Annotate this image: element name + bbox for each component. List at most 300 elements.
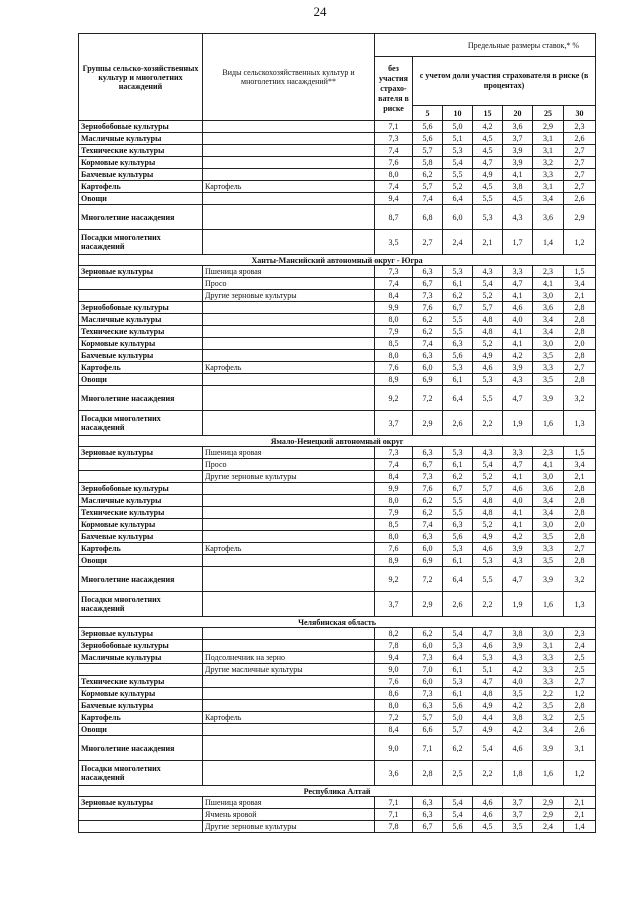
crop-group-cell: Зерновые культуры [79, 447, 203, 459]
table-row [79, 712, 596, 724]
rate-value-cell: 2,4 [533, 821, 564, 833]
rate-value-cell: 2,8 [564, 483, 596, 495]
rate-value-cell: 7,6 [375, 543, 413, 555]
rate-value-cell: 3,5 [533, 555, 564, 567]
rate-value-cell: 6,4 [443, 386, 473, 411]
rate-value-cell: 3,6 [375, 761, 413, 786]
rate-value-cell: 3,8 [503, 628, 533, 640]
rate-value-cell: 7,3 [375, 266, 413, 278]
rate-value-cell: 2,8 [564, 507, 596, 519]
table-row [79, 652, 596, 664]
crop-group-cell: Посадки многолетних насаждений [79, 230, 203, 255]
table-body [79, 121, 596, 833]
rate-value-cell: 2,8 [564, 495, 596, 507]
rate-value-cell: 2,9 [413, 411, 443, 436]
crop-kind-cell [203, 386, 375, 411]
rate-value-cell: 6,2 [413, 628, 443, 640]
rate-value-cell: 6,3 [413, 797, 443, 809]
table-row [79, 567, 596, 592]
header-pct: 20 [503, 106, 533, 121]
crop-kind-cell [203, 411, 375, 436]
rate-value-cell: 2,6 [443, 411, 473, 436]
crop-kind-cell [203, 507, 375, 519]
crop-group-cell: Технические культуры [79, 145, 203, 157]
rate-value-cell: 3,5 [533, 374, 564, 386]
rate-value-cell: 5,4 [473, 459, 503, 471]
rate-value-cell: 3,0 [533, 290, 564, 302]
region-title: Ханты-Мансийский автономный округ - Югра [79, 255, 596, 266]
rate-value-cell: 2,8 [564, 350, 596, 362]
rate-value-cell: 3,6 [503, 121, 533, 133]
rate-value-cell: 4,6 [503, 302, 533, 314]
crop-kind-cell [203, 374, 375, 386]
rate-value-cell: 3,4 [533, 326, 564, 338]
rate-value-cell: 7,4 [413, 193, 443, 205]
crop-group-cell: Зернобобовые культуры [79, 483, 203, 495]
table-row [79, 797, 596, 809]
rate-value-cell: 1,4 [564, 821, 596, 833]
rate-value-cell: 2,2 [473, 592, 503, 617]
rate-value-cell: 6,9 [413, 555, 443, 567]
rate-value-cell: 9,0 [375, 664, 413, 676]
table-row [79, 278, 596, 290]
header-with-participation: с учетом доли участия страхователя в риске (в процентах) [413, 57, 596, 106]
table-row [79, 628, 596, 640]
rate-value-cell: 6,9 [413, 374, 443, 386]
crop-group-cell: Масличные культуры [79, 495, 203, 507]
rate-value-cell: 2,0 [564, 338, 596, 350]
rate-value-cell: 6,4 [443, 652, 473, 664]
rate-value-cell: 2,9 [564, 205, 596, 230]
rate-value-cell: 4,8 [473, 326, 503, 338]
rate-value-cell: 2,1 [473, 230, 503, 255]
rate-value-cell: 5,5 [473, 567, 503, 592]
crop-kind-cell [203, 567, 375, 592]
table-row [79, 350, 596, 362]
rate-value-cell: 2,8 [564, 326, 596, 338]
rate-value-cell: 6,0 [413, 640, 443, 652]
crop-kind-cell: Подсолнечник на зерно [203, 652, 375, 664]
rate-value-cell: 4,2 [503, 531, 533, 543]
rate-value-cell: 4,7 [503, 386, 533, 411]
rate-value-cell: 4,2 [473, 121, 503, 133]
rate-value-cell: 8,0 [375, 169, 413, 181]
rate-value-cell: 2,9 [413, 592, 443, 617]
rate-value-cell: 2,5 [564, 664, 596, 676]
rate-value-cell: 4,8 [473, 495, 503, 507]
crop-group-cell: Зерновые культуры [79, 797, 203, 809]
crop-kind-cell: Другие масличные культуры [203, 664, 375, 676]
rate-value-cell: 2,8 [564, 302, 596, 314]
rate-value-cell: 6,7 [443, 302, 473, 314]
rate-value-cell: 5,3 [473, 205, 503, 230]
crop-kind-cell: Картофель [203, 362, 375, 374]
table-row [79, 290, 596, 302]
rate-value-cell: 2,7 [564, 676, 596, 688]
rate-value-cell: 2,7 [564, 543, 596, 555]
crop-group-cell: Картофель [79, 362, 203, 374]
rate-value-cell: 4,1 [503, 326, 533, 338]
rate-value-cell: 7,8 [375, 640, 413, 652]
rate-value-cell: 6,3 [413, 700, 443, 712]
crop-group-cell: Овощи [79, 724, 203, 736]
rate-value-cell: 6,1 [443, 278, 473, 290]
crop-kind-cell [203, 350, 375, 362]
rate-value-cell: 7,6 [413, 483, 443, 495]
rate-value-cell: 4,0 [503, 495, 533, 507]
crop-group-cell: Бахчевые культуры [79, 531, 203, 543]
table-row [79, 592, 596, 617]
crop-kind-cell [203, 133, 375, 145]
rate-value-cell: 7,3 [413, 471, 443, 483]
rate-value-cell: 5,2 [473, 338, 503, 350]
rate-value-cell: 5,2 [473, 471, 503, 483]
rate-value-cell: 3,9 [503, 145, 533, 157]
rate-value-cell: 5,0 [443, 712, 473, 724]
crop-group-cell [79, 471, 203, 483]
crop-kind-cell: Пшеница яровая [203, 447, 375, 459]
rate-value-cell: 3,2 [564, 386, 596, 411]
rate-value-cell: 6,2 [413, 326, 443, 338]
rate-value-cell: 8,2 [375, 628, 413, 640]
rate-value-cell: 3,1 [564, 736, 596, 761]
rate-value-cell: 2,4 [564, 640, 596, 652]
table-row [79, 543, 596, 555]
rate-value-cell: 6,2 [443, 736, 473, 761]
header-pct: 30 [564, 106, 596, 121]
rate-value-cell: 4,7 [473, 628, 503, 640]
rate-value-cell: 3,8 [503, 181, 533, 193]
rate-value-cell: 3,3 [503, 447, 533, 459]
rate-value-cell: 4,1 [533, 459, 564, 471]
crop-kind-cell: Ячмень яровой [203, 809, 375, 821]
rate-value-cell: 3,3 [533, 362, 564, 374]
header-pct: 25 [533, 106, 564, 121]
rate-value-cell: 2,1 [564, 471, 596, 483]
table-row [79, 157, 596, 169]
table-row [79, 374, 596, 386]
rate-value-cell: 5,1 [473, 664, 503, 676]
crop-kind-cell: Пшеница яровая [203, 797, 375, 809]
rate-value-cell: 7,1 [375, 809, 413, 821]
rate-value-cell: 6,3 [413, 531, 443, 543]
rate-value-cell: 5,5 [473, 386, 503, 411]
table-row [79, 676, 596, 688]
rate-value-cell: 3,1 [533, 640, 564, 652]
rate-value-cell: 4,5 [473, 133, 503, 145]
rate-value-cell: 7,1 [413, 736, 443, 761]
rate-value-cell: 2,9 [533, 797, 564, 809]
table-row [79, 181, 596, 193]
rate-value-cell: 8,4 [375, 724, 413, 736]
rate-value-cell: 7,4 [413, 519, 443, 531]
rate-value-cell: 4,3 [503, 652, 533, 664]
crop-kind-cell [203, 676, 375, 688]
crop-group-cell: Технические культуры [79, 507, 203, 519]
rate-value-cell: 5,3 [473, 555, 503, 567]
rate-value-cell: 7,6 [375, 362, 413, 374]
rate-value-cell: 3,1 [533, 145, 564, 157]
rate-value-cell: 8,4 [375, 471, 413, 483]
table-row [79, 326, 596, 338]
rate-value-cell: 3,4 [533, 193, 564, 205]
rate-value-cell: 8,0 [375, 495, 413, 507]
table-row [79, 724, 596, 736]
rate-value-cell: 7,6 [375, 676, 413, 688]
rate-value-cell: 5,7 [473, 483, 503, 495]
rate-value-cell: 3,9 [503, 543, 533, 555]
page-number: 24 [313, 4, 327, 19]
crop-group-cell: Посадки многолетних насаждений [79, 761, 203, 786]
rate-value-cell: 3,4 [533, 724, 564, 736]
rate-value-cell: 6,2 [413, 169, 443, 181]
rate-value-cell: 4,1 [503, 169, 533, 181]
rate-value-cell: 2,7 [413, 230, 443, 255]
rate-value-cell: 5,4 [473, 278, 503, 290]
table-row [79, 266, 596, 278]
crop-kind-cell: Другие зерновые культуры [203, 290, 375, 302]
rate-value-cell: 7,9 [375, 507, 413, 519]
rate-value-cell: 5,5 [443, 169, 473, 181]
region-title: Республика Алтай [79, 786, 596, 797]
rate-value-cell: 1,5 [564, 447, 596, 459]
rate-value-cell: 1,2 [564, 761, 596, 786]
crop-group-cell: Технические культуры [79, 676, 203, 688]
crop-kind-cell [203, 338, 375, 350]
rate-value-cell: 6,7 [413, 459, 443, 471]
rate-value-cell: 5,7 [413, 712, 443, 724]
rate-value-cell: 6,1 [443, 664, 473, 676]
rate-value-cell: 4,2 [503, 664, 533, 676]
rate-value-cell: 8,0 [375, 350, 413, 362]
rate-value-cell: 6,2 [413, 495, 443, 507]
rate-value-cell: 5,6 [413, 121, 443, 133]
rate-value-cell: 3,5 [533, 700, 564, 712]
rate-value-cell: 4,0 [503, 314, 533, 326]
rate-value-cell: 5,3 [443, 266, 473, 278]
crop-group-cell: Бахчевые культуры [79, 169, 203, 181]
rate-value-cell: 7,4 [375, 278, 413, 290]
rate-value-cell: 4,1 [503, 290, 533, 302]
crop-group-cell [79, 278, 203, 290]
rate-value-cell: 3,3 [533, 169, 564, 181]
rate-value-cell: 5,6 [443, 821, 473, 833]
rate-value-cell: 4,9 [473, 169, 503, 181]
rate-value-cell: 3,5 [375, 230, 413, 255]
rate-value-cell: 4,5 [473, 145, 503, 157]
crop-kind-cell [203, 761, 375, 786]
rate-value-cell: 7,4 [375, 145, 413, 157]
rate-value-cell: 4,9 [473, 724, 503, 736]
table-row [79, 688, 596, 700]
rate-value-cell: 2,1 [564, 809, 596, 821]
table-row [79, 230, 596, 255]
rate-value-cell: 5,7 [413, 145, 443, 157]
table-row [79, 700, 596, 712]
crop-group-cell: Зерновые культуры [79, 628, 203, 640]
rate-value-cell: 1,6 [533, 592, 564, 617]
rate-value-cell: 3,9 [503, 157, 533, 169]
rate-value-cell: 8,0 [375, 314, 413, 326]
table-row [79, 640, 596, 652]
rate-value-cell: 2,2 [533, 688, 564, 700]
rate-value-cell: 5,7 [443, 724, 473, 736]
rate-value-cell: 4,9 [473, 531, 503, 543]
rate-value-cell: 3,9 [503, 362, 533, 374]
crop-group-cell: Многолетние насаждения [79, 567, 203, 592]
rate-value-cell: 7,3 [413, 652, 443, 664]
crop-group-cell: Овощи [79, 555, 203, 567]
crop-group-cell: Зерновые культуры [79, 266, 203, 278]
crop-group-cell [79, 821, 203, 833]
table-row [79, 314, 596, 326]
crop-group-cell: Картофель [79, 543, 203, 555]
rate-value-cell: 8,0 [375, 700, 413, 712]
rate-value-cell: 2,3 [533, 266, 564, 278]
rate-value-cell: 9,4 [375, 193, 413, 205]
header-pct: 15 [473, 106, 503, 121]
crop-group-cell: Зернобобовые культуры [79, 121, 203, 133]
rate-value-cell: 3,7 [503, 797, 533, 809]
rate-value-cell: 6,1 [443, 555, 473, 567]
table-row [79, 145, 596, 157]
table-row [79, 519, 596, 531]
table-row [79, 121, 596, 133]
rate-value-cell: 8,5 [375, 338, 413, 350]
rate-value-cell: 4,1 [503, 338, 533, 350]
rate-value-cell: 1,9 [503, 592, 533, 617]
crop-kind-cell [203, 157, 375, 169]
crop-kind-cell [203, 495, 375, 507]
rate-value-cell: 2,5 [564, 652, 596, 664]
rate-value-cell: 5,3 [443, 145, 473, 157]
table-row [79, 761, 596, 786]
rate-value-cell: 4,2 [503, 724, 533, 736]
crop-group-cell: Кормовые культуры [79, 688, 203, 700]
rate-value-cell: 5,5 [443, 507, 473, 519]
rate-value-cell: 7,4 [375, 459, 413, 471]
rate-value-cell: 2,6 [564, 724, 596, 736]
rate-value-cell: 5,3 [473, 374, 503, 386]
table-header [79, 34, 596, 121]
crop-kind-cell: Другие зерновые культуры [203, 471, 375, 483]
crop-kind-cell [203, 531, 375, 543]
rate-value-cell: 5,6 [443, 700, 473, 712]
crop-group-cell: Бахчевые культуры [79, 700, 203, 712]
rate-value-cell: 3,9 [533, 736, 564, 761]
rate-value-cell: 1,6 [533, 411, 564, 436]
crop-group-cell: Овощи [79, 374, 203, 386]
rate-value-cell: 2,3 [533, 447, 564, 459]
rate-value-cell: 4,6 [473, 809, 503, 821]
rate-value-cell: 5,3 [443, 676, 473, 688]
rate-value-cell: 6,0 [443, 205, 473, 230]
rate-value-cell: 6,3 [413, 447, 443, 459]
rate-value-cell: 9,4 [375, 652, 413, 664]
rate-value-cell: 4,9 [473, 700, 503, 712]
crop-group-cell: Кормовые культуры [79, 519, 203, 531]
rate-value-cell: 2,8 [564, 374, 596, 386]
rate-value-cell: 5,4 [443, 628, 473, 640]
rate-value-cell: 7,8 [375, 821, 413, 833]
rate-value-cell: 2,7 [564, 362, 596, 374]
rate-value-cell: 1,2 [564, 688, 596, 700]
rate-value-cell: 4,3 [473, 266, 503, 278]
rate-value-cell: 5,2 [473, 519, 503, 531]
rate-value-cell: 2,9 [533, 809, 564, 821]
rate-value-cell: 2,5 [564, 712, 596, 724]
rate-value-cell: 9,0 [375, 736, 413, 761]
rate-value-cell: 5,2 [473, 290, 503, 302]
rate-value-cell: 4,3 [503, 205, 533, 230]
rate-value-cell: 7,3 [413, 290, 443, 302]
rate-value-cell: 7,4 [375, 181, 413, 193]
rate-value-cell: 4,3 [473, 447, 503, 459]
table-row [79, 193, 596, 205]
rate-value-cell: 5,5 [443, 314, 473, 326]
rate-value-cell: 5,4 [443, 157, 473, 169]
rate-value-cell: 3,4 [564, 278, 596, 290]
rate-value-cell: 7,0 [413, 664, 443, 676]
rate-value-cell: 4,8 [473, 507, 503, 519]
crop-group-cell: Технические культуры [79, 326, 203, 338]
rate-value-cell: 6,2 [413, 314, 443, 326]
rate-value-cell: 6,3 [443, 338, 473, 350]
rate-value-cell: 3,4 [533, 314, 564, 326]
rate-value-cell: 6,3 [413, 350, 443, 362]
rate-value-cell: 4,1 [533, 278, 564, 290]
rate-value-cell: 6,8 [413, 205, 443, 230]
header-kind-column: Виды сельскохозяйственных культур и многолетних насаждений** [203, 34, 375, 121]
rate-value-cell: 3,2 [533, 712, 564, 724]
rate-value-cell: 3,6 [533, 483, 564, 495]
rate-value-cell: 4,4 [473, 712, 503, 724]
crop-kind-cell [203, 483, 375, 495]
rate-value-cell: 3,0 [533, 519, 564, 531]
crop-kind-cell [203, 121, 375, 133]
crop-group-cell: Кормовые культуры [79, 157, 203, 169]
crop-kind-cell [203, 302, 375, 314]
rate-value-cell: 3,9 [503, 640, 533, 652]
rate-value-cell: 5,6 [443, 350, 473, 362]
rate-value-cell: 6,7 [413, 821, 443, 833]
rate-value-cell: 9,2 [375, 567, 413, 592]
crop-group-cell: Овощи [79, 193, 203, 205]
rate-value-cell: 3,7 [503, 133, 533, 145]
rate-value-cell: 4,5 [473, 181, 503, 193]
rate-value-cell: 3,2 [564, 567, 596, 592]
crop-kind-cell: Картофель [203, 712, 375, 724]
rate-value-cell: 6,6 [413, 724, 443, 736]
rate-value-cell: 4,8 [473, 314, 503, 326]
rate-value-cell: 4,0 [503, 676, 533, 688]
crop-kind-cell [203, 169, 375, 181]
rate-value-cell: 7,1 [375, 797, 413, 809]
rate-value-cell: 6,7 [413, 278, 443, 290]
rate-value-cell: 2,3 [564, 628, 596, 640]
rate-value-cell: 1,3 [564, 411, 596, 436]
rate-value-cell: 2,8 [564, 314, 596, 326]
rate-value-cell: 6,2 [413, 507, 443, 519]
crop-group-cell: Масличные культуры [79, 133, 203, 145]
rate-value-cell: 5,7 [473, 302, 503, 314]
crop-kind-cell [203, 736, 375, 761]
header-no-participation: без участия страхо-вателя в риске [375, 57, 413, 121]
rate-value-cell: 3,6 [533, 205, 564, 230]
crop-kind-cell: Просо [203, 459, 375, 471]
table-row [79, 459, 596, 471]
crop-group-cell: Кормовые культуры [79, 338, 203, 350]
